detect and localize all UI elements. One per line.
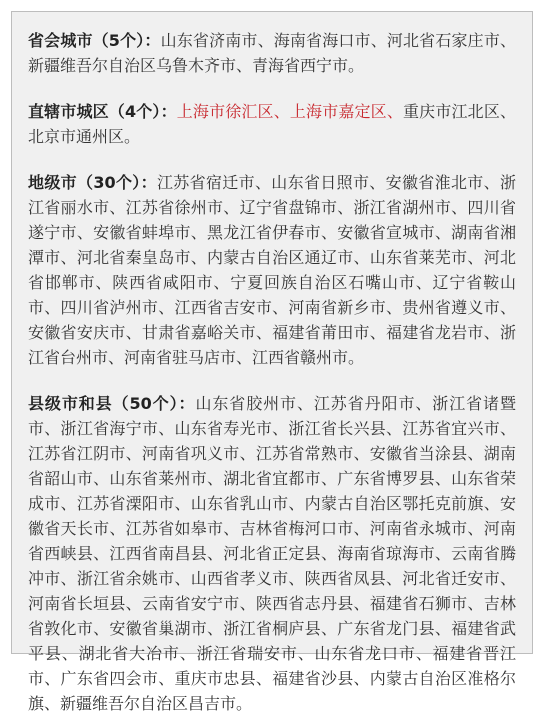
section-body: 重庆市江北区、北京市通州区。: [28, 102, 516, 146]
section-prefecture-cities: [28, 170, 516, 370]
section-title: 地级市（30个）：: [28, 173, 157, 192]
section-body: 山东省胶州市、江苏省丹阳市、浙江省诸暨市、浙江省海宁市、山东省寿光市、浙江省长兴县、江苏省宜兴市、江苏省江阴市、河南省巩义市、江苏省常熟市、安徽省当涂县、湖南省韶山市、山东省莱州市、湖北省宜都市、广东省博罗县、山东省荣成市、江苏省溧阳市、山东省乳山市、内蒙古自治区鄂托克前旗、安徽省天长市、江苏省如皋市、吉林省梅河口市、河南省永城市、河南省西峡县、江西省南昌县、河北省正定县、海南省琼海市、云南省腾冲市、浙江省余姚市、山西省孝义市、陕西省凤县、河北省迁安市、河南省长垣县、云南省安宁市、陕西省志丹县、福建省石狮市、吉林省敦化市、安徽省巢湖市、浙江省桐庐县、广东省龙门县、福建省武平县、湖北省大冶市、浙江省瑞安市、山东省龙口市、福建省晋江市、广东省四会市、重庆市忠县、福建省沙县、内蒙古自治区准格尔旗、新疆维吾尔自治区昌吉市。: [28, 394, 516, 713]
highlighted-districts: 上海市徐汇区、上海市嘉定区、: [176, 102, 404, 121]
section-provincial-capitals: [28, 28, 516, 78]
section-body: 山东省济南市、海南省海口市、河北省石家庄市、新疆维吾尔自治区乌鲁木齐市、青海省西宁市。: [28, 31, 516, 75]
section-body: 江苏省宿迁市、山东省日照市、安徽省淮北市、浙江省丽水市、江苏省徐州市、辽宁省盘锦市、浙江省湖州市、四川省遂宁市、安徽省蚌埠市、黑龙江省伊春市、安徽省宣城市、湖南省湘潭市、河北省秦皇岛市、内蒙古自治区通辽市、山东省莱芜市、河北省邯郸市、陕西省咸阳市、宁夏回族自治区石嘴山市、辽宁省鞍山市、四川省泸州市、江西省吉安市、河南省新乡市、贵州省遵义市、安徽省安庆市、甘肃省嘉峪关市、福建省莆田市、福建省龙岩市、浙江省台州市、河南省驻马店市、江西省赣州市。: [28, 173, 516, 367]
section-municipal-districts: [28, 99, 516, 149]
section-title: 县级市和县（50个）：: [28, 394, 196, 413]
city-list-card: [11, 11, 533, 713]
section-title: 省会城市（5个）：: [28, 31, 161, 50]
section-county-cities: [28, 391, 516, 716]
section-title: 直辖市城区（4个）：: [28, 102, 177, 121]
